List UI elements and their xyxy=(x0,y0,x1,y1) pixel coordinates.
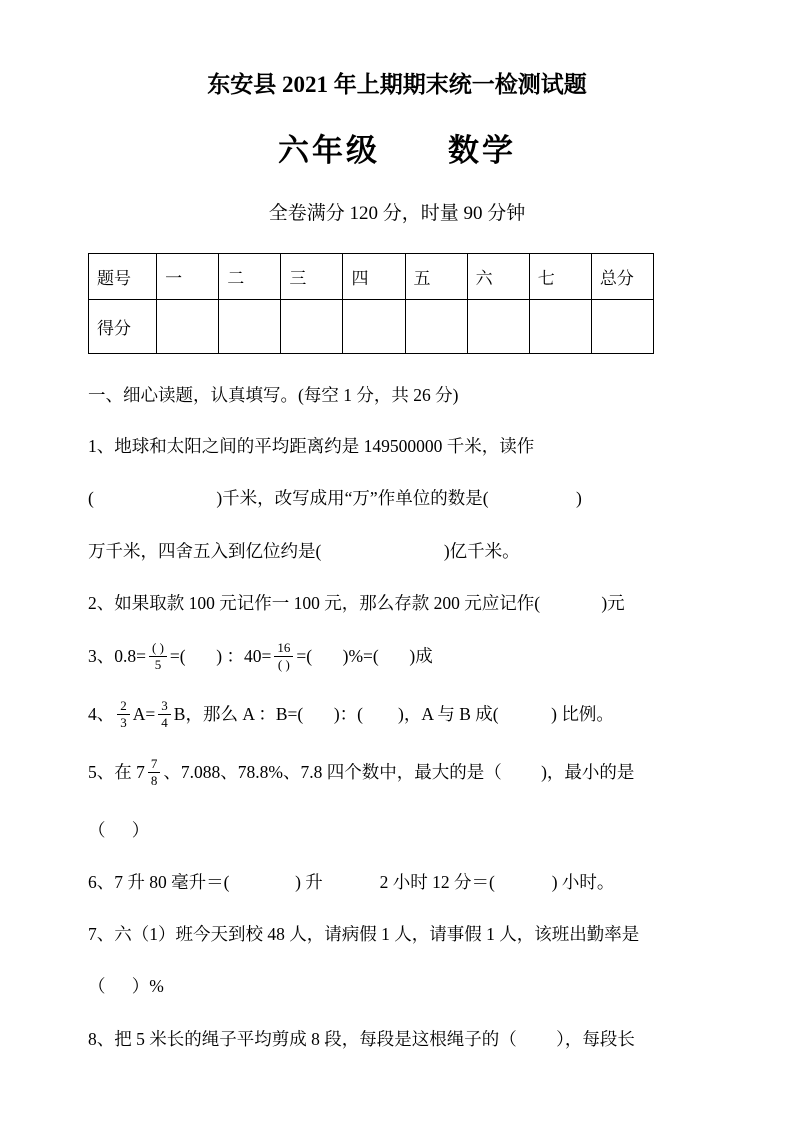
question-8 xyxy=(88,1026,706,1052)
fraction-numerator: 3 xyxy=(158,698,171,715)
score-blank-cell xyxy=(591,300,653,354)
question-7-line-2: （ ）% xyxy=(88,976,164,997)
fraction-3-over-4 xyxy=(158,698,171,730)
score-blank-cell xyxy=(281,300,343,354)
fraction-16-over-blank xyxy=(274,640,293,672)
question-4-text-2: A= xyxy=(132,704,156,725)
score-blank-cell xyxy=(405,300,467,354)
score-table-score-row xyxy=(89,300,654,354)
score-table-header-cell: 总分 xyxy=(591,254,653,300)
score-blank-cell xyxy=(157,300,219,354)
question-7 xyxy=(88,921,706,1000)
score-table-header-cell: 五 xyxy=(405,254,467,300)
question-5-line-1 xyxy=(88,758,706,790)
score-blank-cell xyxy=(467,300,529,354)
score-table-header-cell: 六 xyxy=(467,254,529,300)
score-duration-note: 全卷满分 120 分，时量 90 分钟 xyxy=(268,203,526,224)
question-8-line-1: 8、把 5 米长的绳子平均剪成 8 段，每段是这根绳子的（ ），每段长 xyxy=(88,1028,635,1049)
question-3-text-3: =( )%=( )成 xyxy=(296,646,433,667)
question-3-text-2: =( ) ：40= xyxy=(169,646,272,667)
score-table-header-cell: 三 xyxy=(281,254,343,300)
fraction-blank-over-5 xyxy=(149,640,167,672)
question-5 xyxy=(88,758,706,842)
score-table-header-cell: 题号 xyxy=(89,254,157,300)
score-table-header-cell: 二 xyxy=(219,254,281,300)
question-2-line-1: 2、如果取款 100 元记作一 100 元，那么存款 200 元应记作( )元 xyxy=(88,592,625,613)
fraction-numerator: 16 xyxy=(274,640,293,657)
question-6 xyxy=(88,869,706,895)
score-table-header-cell: 四 xyxy=(343,254,405,300)
question-6-line-1: 6、7 升 80 毫升＝( ) 升 2 小时 12 分＝( ) 小时。 xyxy=(88,871,615,892)
score-label-cell: 得分 xyxy=(89,300,157,354)
question-4-text-3: B，那么 A ：B=( )：( )，A 与 B 成( ) 比例。 xyxy=(173,704,614,725)
question-3 xyxy=(88,642,706,674)
question-5-text-2: 、7.088、78.8%、7.8 四个数中，最大的是（ )，最小的是 xyxy=(163,762,635,783)
fraction-denominator: 8 xyxy=(150,772,158,788)
question-1 xyxy=(88,433,706,564)
question-5-line-2: （ ） xyxy=(88,819,150,840)
fraction-7-over-8 xyxy=(148,756,161,788)
question-1-line-3: 万千米，四舍五入到亿位约是( )亿千米。 xyxy=(88,540,520,561)
score-table-header-cell: 七 xyxy=(529,254,591,300)
question-1-line-2: ( )千米，改写成用“万”作单位的数是( ) xyxy=(88,488,582,509)
fraction-denominator: 3 xyxy=(120,714,127,730)
question-1-line-1: 1、地球和太阳之间的平均距离约是 149500000 千米，读作 xyxy=(88,436,535,456)
grade-subject-title: 六年级 数学 xyxy=(278,133,516,168)
score-blank-cell xyxy=(219,300,281,354)
score-blank-cell xyxy=(343,300,405,354)
score-blank-cell xyxy=(529,300,591,354)
score-table-header-cell: 一 xyxy=(157,254,219,300)
fraction-denominator: 4 xyxy=(161,714,168,730)
question-5-text-1: 5、在 7 xyxy=(88,762,145,783)
fraction-numerator: 2 xyxy=(117,698,130,715)
question-3-line-1 xyxy=(88,642,706,674)
score-table xyxy=(88,253,654,354)
fraction-denominator: 5 xyxy=(154,656,162,672)
exam-title: 东安县 2021 年上期期末统一检测试题 xyxy=(207,72,587,97)
question-4-text-1: 4、 xyxy=(88,704,115,725)
question-4-line-1 xyxy=(88,700,706,732)
section-1-heading: 一、细心读题，认真填写。(每空 1 分，共 26 分) xyxy=(88,385,459,405)
question-4 xyxy=(88,700,706,732)
fraction-2-over-3 xyxy=(117,698,130,730)
fraction-numerator: ( ) xyxy=(149,640,167,657)
question-2 xyxy=(88,590,706,616)
question-3-text-1: 3、0.8= xyxy=(88,646,146,667)
fraction-numerator: 7 xyxy=(148,756,161,773)
fraction-denominator: ( ) xyxy=(277,656,290,672)
question-7-line-1: 7、六（1）班今天到校 48 人，请病假 1 人，请事假 1 人，该班出勤率是 xyxy=(88,924,640,945)
score-table-header-row xyxy=(89,254,654,300)
